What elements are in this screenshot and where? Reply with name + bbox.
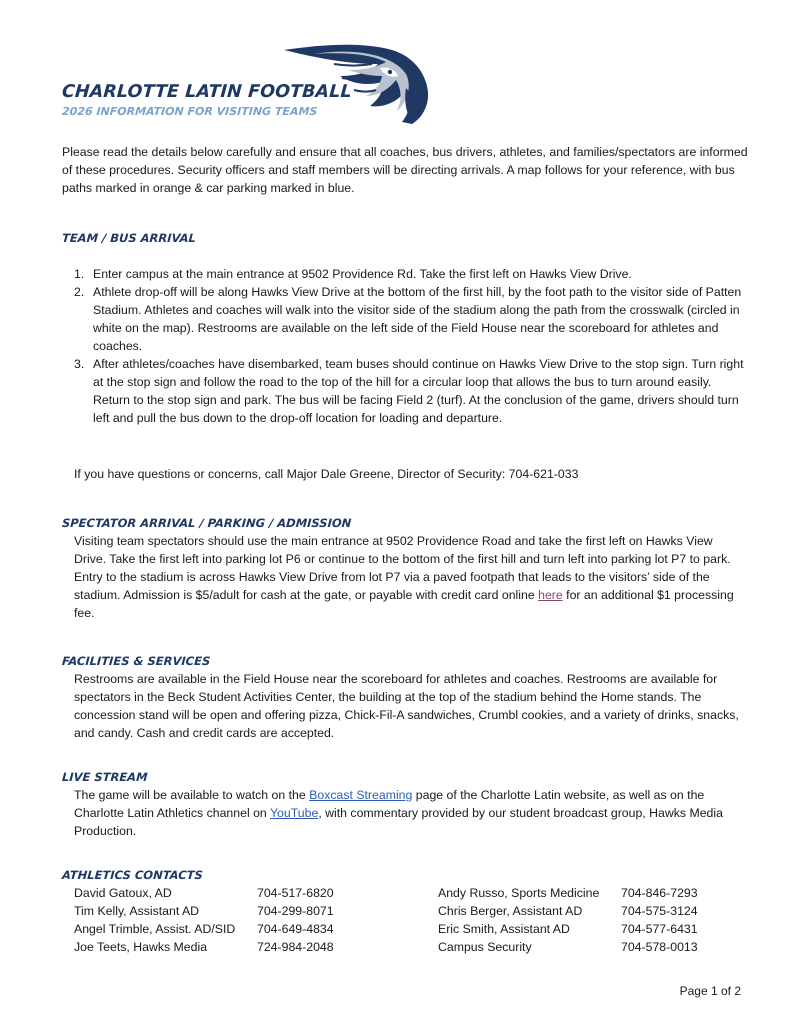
contact-phone: 704-575-3124: [621, 904, 698, 918]
contact-name: David Gatoux, AD: [74, 886, 172, 900]
contact-name: Joe Teets, Hawks Media: [74, 940, 208, 954]
list-number: 3.: [74, 357, 85, 371]
contact-phone: 704-299-8071: [257, 904, 334, 918]
page-number: Page 1 of 2: [679, 984, 741, 998]
boxcast-link[interactable]: Boxcast Streaming: [309, 788, 413, 802]
list-item: [74, 283, 750, 355]
contact-name: Angel Trimble, Assist. AD/SID: [74, 922, 236, 936]
live-stream-paragraph: [74, 786, 746, 840]
facilities-paragraph: Restrooms are available in the Field House near the scoreboard for athletes and coaches. Restrooms are available for spectators in the Beck Student Activities Center, the building at the top of the stadium behind the Home stands. The concession stand will be open and offering pizza, Chick-Fil-A sandwiches, Crumbl cookies, and a variety of drinks, snacks, and candy. Cash and credit cards are accepted.: [74, 672, 739, 740]
intro-paragraph: Please read the details below carefully and ensure that all coaches, bus drivers, athletes, and families/spectators are informed of these procedures. Security officers and staff members will be directing arrivals. A map follows for your reference, with bus paths marked in orange & car parking marked in blue.: [62, 145, 748, 195]
list-text: After athletes/coaches have disembarked, team buses should continue on Hawks View Drive to the stop sign. Turn right at the stop sign and follow the road to the top of the hill for a circular loop that allows the bus to turn around easily. Return to the stop sign and park. The bus will be facing Field 2 (turf). At the conclusion of the game, drivers should turn left and pull the bus down to the drop-off location for loading and departure.: [93, 357, 744, 425]
live-stream-heading: LIVE STREAM: [61, 770, 149, 784]
spectator-heading: SPECTATOR ARRIVAL / PARKING / ADMISSION: [61, 516, 352, 530]
contact-phone: 704-649-4834: [257, 922, 334, 936]
list-number: 2.: [74, 285, 85, 299]
team-bus-heading: TEAM / BUS ARRIVAL: [61, 231, 197, 245]
contact-name: Chris Berger, Assistant AD: [438, 904, 583, 918]
contacts-heading: ATHLETICS CONTACTS: [61, 868, 204, 882]
list-item: [74, 265, 750, 283]
security-contact-note: If you have questions or concerns, call Major Dale Greene, Director of Security: 704-621-033: [74, 467, 579, 481]
stream-text: , with commentary provided by our student broadcast group, Hawks Media Production.: [74, 806, 723, 838]
contact-phone: 704-577-6431: [621, 922, 698, 936]
spectator-text-end: for an additional $1 processing fee.: [74, 588, 734, 620]
payment-link[interactable]: here: [538, 588, 563, 602]
list-item: [74, 355, 750, 427]
list-number: 1.: [74, 267, 85, 281]
youtube-link[interactable]: YouTube: [269, 806, 319, 820]
list-text: Enter campus at the main entrance at 9502 Providence Rd. Take the first left on Hawks View Drive.: [93, 267, 632, 281]
document-title: CHARLOTTE LATIN FOOTBALL: [61, 82, 353, 102]
facilities-heading: FACILITIES & SERVICES: [61, 654, 211, 668]
list-text: Athlete drop-off will be along Hawks View Drive at the bottom of the first hill, by the foot path to the visitor side of Patten Stadium. Athletes and coaches will walk into the visitor side of the stadium along the path from the crosswalk (circled in white on the map). Restrooms are available on the left side of the Field House near the scoreboard for athletes and coaches.: [93, 285, 742, 353]
document-subtitle: 2026 INFORMATION FOR VISITING TEAMS: [61, 105, 318, 118]
contact-phone: 704-578-0013: [621, 940, 698, 954]
stream-text: The game will be available to watch on the: [74, 788, 310, 802]
contact-phone: 704-517-6820: [257, 886, 334, 900]
contact-name: Eric Smith, Assistant AD: [438, 922, 570, 936]
contact-name: Tim Kelly, Assistant AD: [74, 904, 200, 918]
contact-name: Andy Russo, Sports Medicine: [438, 886, 600, 900]
team-bus-list: [74, 265, 750, 427]
spectator-text: Visiting team spectators should use the main entrance at 9502 Providence Road and take the first left on Hawks View Drive. Take the first left into parking lot P6 or continue to the bottom of the first hill and turn left into parking lot P7 to park. Entry to the stadium is across Hawks View Drive from lot P7 via a paved footpath that leads to the visitors’ side of the stadium. Admission is $5/adult for cash at the gate, or payable with credit card online: [74, 534, 731, 602]
contact-phone: 724-984-2048: [257, 940, 334, 954]
contact-name: Campus Security: [438, 940, 532, 954]
spectator-paragraph: [74, 532, 746, 622]
stream-text: page of the Charlotte Latin website, as well as on the Charlotte Latin Athletics channel on: [74, 788, 705, 820]
contact-phone: 704-846-7293: [621, 886, 698, 900]
